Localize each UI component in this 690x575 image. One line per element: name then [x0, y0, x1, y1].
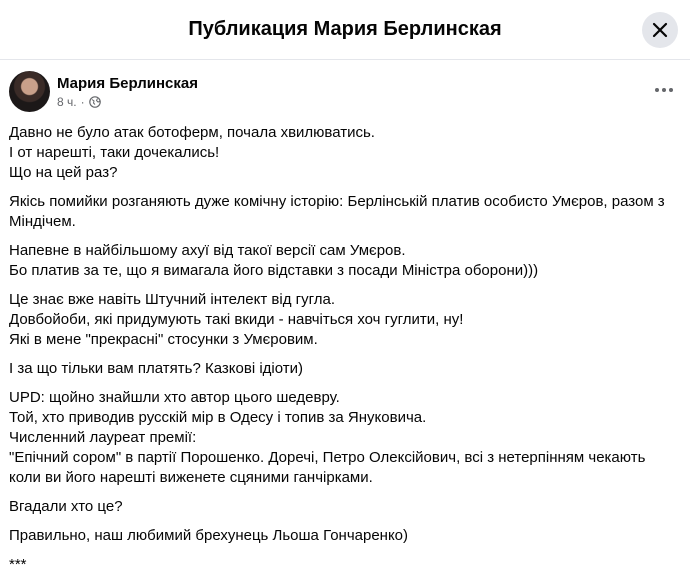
post-line: Давно не було атак ботоферм, почала хвилюватись.	[9, 124, 375, 141]
post-line: ***	[9, 556, 27, 573]
dialog-title: Публикация Мария Берлинская	[188, 18, 502, 40]
post-line: UPD: щойно знайшли хто автор цього шедевру.	[9, 389, 340, 406]
post-paragraph	[9, 359, 681, 379]
post-meta	[57, 95, 101, 109]
post-line: Численний лауреат премії:	[9, 429, 197, 446]
post-paragraph	[9, 497, 681, 517]
post-line: Якісь помийки розганяють дуже комічну історію: Берлінській платив особисто Умєров, разом з Міндічем.	[9, 193, 665, 230]
post-line: І за що тільки вам платять? Казкові ідіоти)	[9, 360, 303, 377]
post-line: Довбойоби, які придумують такі вкиди - навчіться хоч гуглити, ну!	[9, 311, 464, 328]
post-header	[0, 71, 690, 123]
dialog-header	[0, 0, 690, 60]
post-paragraph	[9, 241, 681, 281]
post-line: Що на цей раз?	[9, 164, 118, 181]
post-line: Це знає вже навіть Штучний інтелект від гугла.	[9, 291, 335, 308]
post-line: Напевне в найбільшому ахуї від такої версії сам Умєров.	[9, 242, 406, 259]
post-paragraph	[9, 192, 681, 232]
close-icon	[652, 22, 668, 38]
close-button[interactable]	[642, 12, 678, 48]
post-paragraph	[9, 388, 681, 488]
post-line: І от нарешті, таки дочекались!	[9, 144, 220, 161]
post-time[interactable]: 8 ч.	[57, 95, 77, 109]
post-line: Які в мене "прекрасні" стосунки з Умєровим.	[9, 331, 318, 348]
post-paragraph	[9, 290, 681, 350]
post-paragraph	[9, 555, 681, 575]
post-line: Бо платив за те, що я вимагала його відставки з посади Міністра оборони)))	[9, 262, 539, 279]
post-line: Вгадали хто це?	[9, 498, 123, 515]
avatar[interactable]	[9, 71, 50, 112]
more-icon	[654, 87, 674, 93]
meta-separator: ·	[80, 95, 85, 109]
post-line: Той, хто приводив русскій мір в Одесу і топив за Януковича.	[9, 409, 427, 426]
post-paragraph	[9, 123, 681, 183]
post-body	[0, 123, 690, 575]
globe-icon	[89, 96, 101, 108]
post-line: "Епічний сором" в партії Порошенко. Доречі, Петро Олексійович, всі з нетерпінням чекають коли ви його нарешті виженете сцяними ганчірками.	[9, 449, 646, 486]
more-options-button[interactable]	[648, 79, 680, 101]
post-paragraph	[9, 526, 681, 546]
post-line: Правильно, наш любимий брехунець Льоша Гончаренко)	[9, 527, 409, 544]
post-author[interactable]: Мария Берлинская	[57, 75, 198, 92]
